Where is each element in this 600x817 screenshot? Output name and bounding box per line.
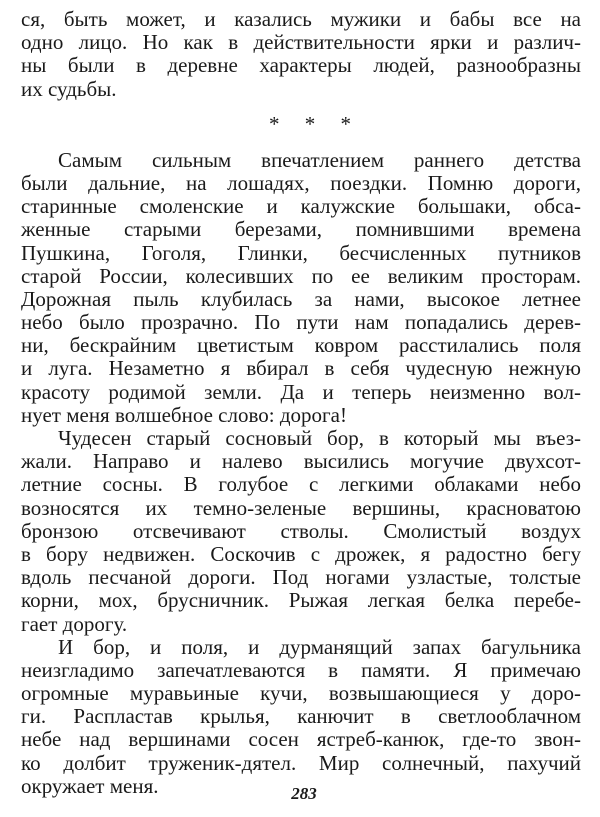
text-line: корни, мох, брусничник. Рыжая легкая белка перебе- <box>21 588 581 613</box>
section-separator: * * * <box>269 111 361 136</box>
text-block-before-separator <box>21 8 581 101</box>
paragraph-journeys <box>21 149 581 427</box>
text-line: возносятся их темно-зеленые вершины, красноватою <box>21 495 581 520</box>
text-line: гает дорогу. <box>21 611 128 636</box>
text-line: ся, быть может, и казались мужики и бабы все на <box>21 7 581 31</box>
text-line: ги. Распластав крылья, канючит в светлооблачном <box>21 704 581 729</box>
text-line: Чудесен старый сосновый бор, в который мы въез- <box>58 426 581 450</box>
text-line: и луга. Незаметно я вбирал в себя чудесную нежную <box>21 356 581 381</box>
text-block-after-separator <box>21 149 581 798</box>
text-line: Дорожная пыль клубилась за нами, высокое летнее <box>21 286 581 311</box>
text-line: были дальние, на лошадях, поездки. Помню дороги, <box>21 170 581 195</box>
text-line: Пушкина, Гоголя, Глинки, бесчисленных путников <box>21 240 581 265</box>
text-line: небе над вершинами сосен ястреб-канюк, где-то звон- <box>21 727 581 752</box>
text-line: огромные муравьиные кучи, возвышающиеся у доро- <box>21 681 581 706</box>
text-line: одно лицо. Но как в действительности ярки и различ- <box>21 30 581 55</box>
text-line: красоту родимой земли. Да и теперь неизменно вол- <box>21 379 581 404</box>
text-line: их судьбы. <box>21 76 117 101</box>
page-number: 283 <box>291 784 317 803</box>
text-line: ни, бескрайним цветистым ковром расстилались поля <box>21 333 581 358</box>
text-line: нует меня волшебное слово: дорога! <box>21 402 347 427</box>
text-line: бронзою отсвечивают стволы. Смолистый воздух <box>21 518 581 543</box>
text-line: женные старыми березами, помнившими времена <box>21 217 581 242</box>
text-line: ны были в деревне характеры людей, разнообразны <box>21 53 581 78</box>
text-line: жали. Направо и налево высились могучие двухсот- <box>21 449 581 474</box>
text-line: окружает меня. <box>21 773 159 798</box>
text-line: вдоль песчаной дороги. Под ногами узластые, толстые <box>21 565 581 590</box>
paragraph-pine-forest <box>21 427 581 636</box>
text-line: в бору недвижен. Соскочив с дрожек, я радостно бегу <box>21 541 581 566</box>
text-line: небо было прозрачно. По пути нам попадались дерев- <box>21 310 581 335</box>
text-line: Самым сильным впечатлением раннего детства <box>58 147 581 172</box>
paragraph-memory <box>21 636 581 798</box>
text-line: старой России, колесивших по ее великим просторам. <box>21 263 581 288</box>
paragraph-intro-end <box>21 8 581 101</box>
text-line: ко долбит труженик-дятел. Мир солнечный, пахучий <box>21 750 581 775</box>
text-line: старинные смоленские и калужские большаки, обса- <box>21 194 581 219</box>
text-line: неизгладимо запечатлеваются в памяти. Я примечаю <box>21 657 581 682</box>
text-line: И бор, и поля, и дурманящий запах багульника <box>58 634 581 659</box>
book-page-text <box>21 8 581 798</box>
text-line: летние сосны. В голубое с легкими облаками небо <box>21 472 581 497</box>
